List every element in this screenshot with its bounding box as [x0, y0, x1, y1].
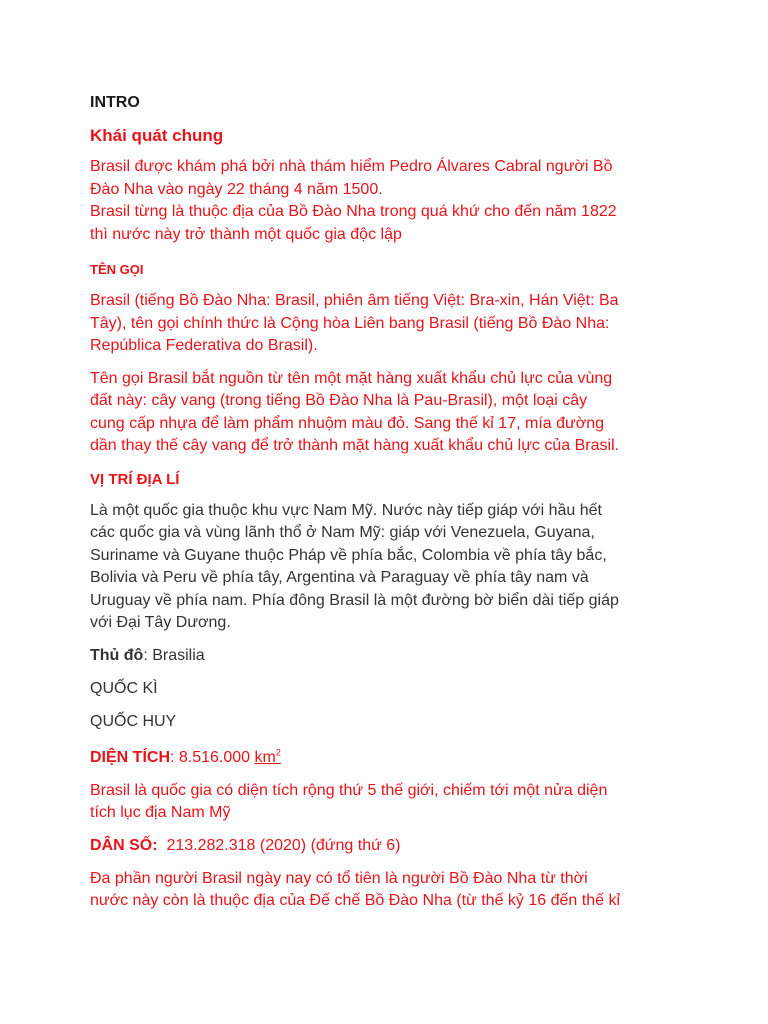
population-line — [90, 835, 690, 857]
overview-heading: Khái quát chung — [90, 126, 224, 145]
overview-paragraph: Brasil được khám phá bởi nhà thám hiểm Pedro Álvares Cabral người Bồ Đào Nha vào ngày 22 tháng 4 năm 1500. Brasil từng là thuộc địa của Bồ Đào Nha trong quá khứ cho đến năm 1822 thì nước này trở thành một quốc gia độc lập — [90, 158, 617, 243]
emblem-line — [90, 711, 690, 733]
capital-label: Thủ đô — [90, 646, 144, 664]
location-paragraph: Là một quốc gia thuộc khu vực Nam Mỹ. Nước này tiếp giáp với hầu hết các quốc gia và vùng lãnh thổ ở Nam Mỹ: giáp với Venezuela, Guyana, Suriname và Guyane thuộc Pháp về phía bắc, Colombia về phía tây bắc, Bolivia và Peru về phía tây, Argentina và Paraguay về phía tây nam và Uruguay về phía nam. Phía đông Brasil là một đường bờ biển dài tiếp giáp với Đại Tây Dương. — [90, 501, 619, 631]
area-value: : 8.516.000 — [170, 748, 255, 766]
area-label: DIỆN TÍCH — [90, 748, 170, 766]
area-unit: km — [254, 748, 276, 766]
flag-label: QUỐC KÌ — [90, 679, 158, 697]
population-value: 213.282.318 (2020) (đứng thứ 6) — [157, 836, 401, 854]
population-label: DÂN SỐ: — [90, 836, 158, 854]
emblem-label: QUỐC HUY — [90, 712, 177, 730]
flag-line — [90, 678, 690, 700]
area-paragraph: Brasil là quốc gia có diện tích rộng thứ 5 thế giới, chiếm tới một nửa diện tích lục địa Nam Mỹ — [90, 781, 608, 821]
area-unit-link[interactable] — [255, 749, 281, 766]
population-paragraph: Đa phần người Brasil ngày nay có tổ tiên là người Bồ Đào Nha từ thời nước này còn là thuộc địa của Đế chế Bồ Đào Nha (từ thế kỷ 16 đến thế kỉ — [90, 869, 620, 909]
area-unit-sup: 2 — [275, 747, 281, 758]
capital-value: : Brasilia — [143, 646, 205, 664]
intro-heading: INTRO — [90, 94, 140, 111]
location-heading: VỊ TRÍ ĐỊA LÍ — [90, 470, 180, 488]
area-line — [90, 747, 690, 769]
name-paragraph-1: Brasil (tiếng Bồ Đào Nha: Brasil, phiên âm tiếng Việt: Bra-xin, Hán Việt: Ba Tây), tên gọi chính thức là Cộng hòa Liên bang Brasil (tiếng Bồ Đào Nha: República Federativa do Brasil). — [90, 292, 619, 354]
name-paragraph-2: Tên gọi Brasil bắt nguồn từ tên một mặt hàng xuất khẩu chủ lực của vùng đất này: cây vang (trong tiếng Bồ Đào Nha là Pau-Brasil), một loại cây cung cấp nhựa để làm phẩm nhuộm màu đỏ. Sang thế kỉ 17, mía đường dần thay thế cây vang để trở thành mặt hàng xuất khẩu chủ lực của Brasil. — [90, 369, 620, 454]
document-page — [90, 92, 690, 923]
name-heading: TÊN GỌI — [90, 262, 144, 277]
capital-line — [90, 645, 690, 667]
